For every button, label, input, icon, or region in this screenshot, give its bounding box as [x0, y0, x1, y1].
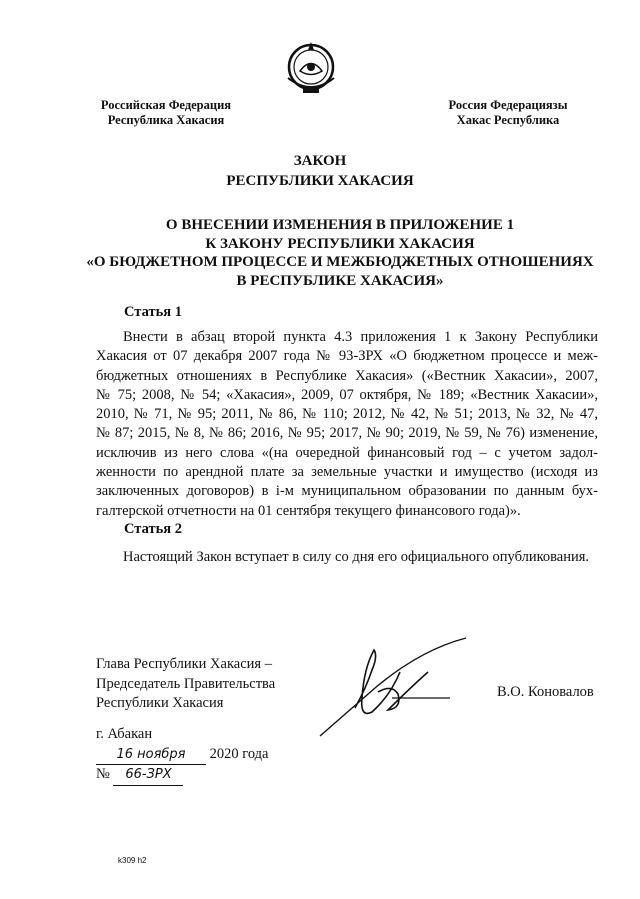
signatory-position-line: Республики Хакасия [96, 695, 224, 711]
signatory-position-line: Председатель Правительства [96, 675, 276, 692]
document-code: k309 h2 [118, 856, 147, 865]
subtitle-line: В РЕСПУБЛИКЕ ХАКАСИЯ» [236, 272, 444, 289]
article-1-line: № 75; 2008, № 54; «Хакасия», 2009, 07 октября, № 189; «Вестник Хакасии», [96, 386, 598, 403]
subtitle-line: О ВНЕСЕНИИ ИЗМЕНЕНИЯ В ПРИЛОЖЕНИЕ 1 [165, 217, 515, 233]
article-2-body: Настоящий Закон вступает в силу со дня его официального опубликования. [123, 549, 590, 565]
document-title-line: РЕСПУБЛИКИ ХАКАСИЯ [226, 173, 414, 189]
header-right-khakas [428, 98, 588, 128]
city: г. Абакан [96, 726, 153, 742]
signatory-position-line: Глава Республики Хакасия – [96, 656, 272, 672]
signatory-position [96, 655, 275, 714]
article-1-line: заключенных договоров) в i-м муниципальном образовании по данным бух- [96, 483, 598, 500]
coat-of-arms-emblem [276, 38, 346, 98]
header-left-line: Республика Хакасия [107, 113, 225, 127]
header-right-line: Россия Федерациязы [448, 98, 568, 112]
article-1-line: женности по арендной плате за земельные участки и имущество (исходя из [96, 464, 598, 481]
header-left-line: Российская Федерация [100, 98, 232, 112]
handwritten-date: 16 ноября [96, 745, 206, 766]
header-right-line: Хакас Республика [456, 113, 560, 127]
year-suffix: 2020 года [209, 745, 269, 762]
signatory-name: В.О. Коновалов [497, 684, 594, 700]
article-1-line: 2010, № 71, № 95; 2011, № 86, № 110; 2012, № 42, № 51; 2013, № 32, № 47, [96, 406, 598, 423]
article-1-line: Внести в абзац второй пункта 4.3 приложения 1 к Закону Республики [123, 329, 598, 345]
subtitle-line: К ЗАКОНУ РЕСПУБЛИКИ ХАКАСИЯ [205, 235, 475, 252]
article-1-heading: Статья 1 [124, 304, 182, 320]
article-1-body [96, 328, 598, 521]
article-1-line: галтерской отчетности на 01 сентября текущего финансового года)». [96, 502, 521, 519]
header-left-russian [86, 98, 246, 128]
place-and-date [96, 725, 268, 786]
date-line [96, 745, 268, 766]
handwritten-signature [300, 628, 480, 748]
subtitle-line: «О БЮДЖЕТНОМ ПРОЦЕССЕ И МЕЖБЮДЖЕТНЫХ ОТНОШЕНИЯХ [86, 254, 594, 270]
article-1-line: бюджетных отношениях в Республике Хакасия» («Вестник Хакасии», 2007, [96, 367, 598, 384]
document-title-line: ЗАКОН [293, 153, 347, 169]
document-subtitle [60, 216, 620, 290]
number-line [96, 765, 268, 786]
document-title [0, 151, 640, 191]
article-2-heading: Статья 2 [124, 521, 182, 537]
handwritten-number: 66-ЗРХ [113, 765, 183, 786]
article-1-line: исключив из него слова «(на очередной финансовый год – с учетом задол- [96, 444, 598, 461]
article-1-line: Хакасия от 07 декабря 2007 года № 93-ЗРХ «О бюджетном процессе и меж- [96, 348, 598, 365]
article-1-line: № 87; 2015, № 8, № 86; 2016, № 95; 2017, № 90; 2019, № 59, № 76) изменение, [96, 425, 598, 442]
number-prefix: № [96, 766, 110, 782]
